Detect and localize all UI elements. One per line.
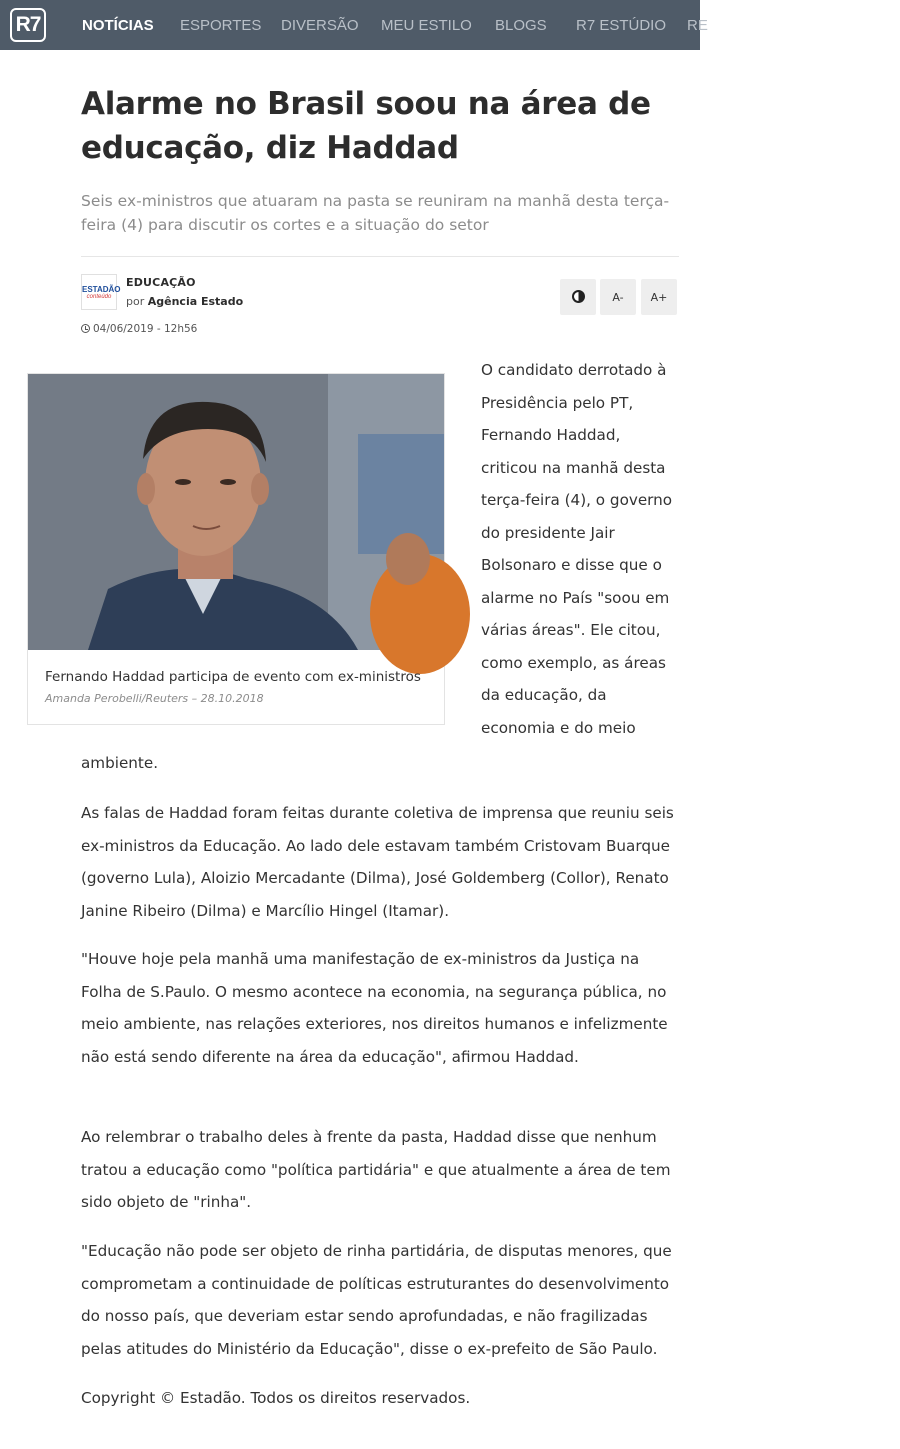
text-line: da educação, da <box>481 686 607 704</box>
text-line: como exemplo, as áreas <box>481 653 666 672</box>
nav-item-blogs[interactable]: BLOGS <box>495 17 547 34</box>
text-line: Bolsonaro e disse que o <box>481 556 662 574</box>
text-line: pelas atitudes do Ministério da Educação", disse o ex-prefeito de São Paulo. <box>81 1339 658 1358</box>
author-name: Agência Estado <box>147 295 244 308</box>
paragraph-3 <box>81 943 681 1073</box>
text-line: Presidência pelo PT, <box>481 393 634 412</box>
article-title: Alarme no Brasil soou na área de educação, diz Haddad <box>81 86 651 166</box>
clock-icon <box>81 324 90 333</box>
publish-date-text: 04/06/2019 - 12h56 <box>93 323 198 335</box>
byline <box>126 295 243 308</box>
contrast-button[interactable] <box>560 279 596 315</box>
photo-caption: Fernando Haddad participa de evento com ex-ministros <box>45 669 421 685</box>
text-line: do presidente Jair <box>481 523 615 542</box>
source-logo-text: ESTADÃO <box>82 285 121 294</box>
byline-prefix: por <box>126 295 145 308</box>
text-line: O candidato derrotado à <box>481 361 667 379</box>
text-line: Janine Ribeiro (Dilma) e Marcílio Hingel (Itamar). <box>81 901 450 920</box>
text-line: ex-ministros da Educação. Ao lado dele estavam também Cristovam Buarque <box>81 836 670 855</box>
source-logo-subtext: conteúdo <box>86 294 112 300</box>
text-line: criticou na manhã desta <box>481 458 666 477</box>
header-divider <box>81 256 679 257</box>
text-line: não está sendo diferente na área da educação", afirmou Haddad. <box>81 1047 579 1066</box>
article-photo[interactable] <box>28 374 444 650</box>
paragraph-2 <box>81 797 681 927</box>
text-line: "Houve hoje pela manhã uma manifestação de ex-ministros da Justiça na <box>81 950 640 968</box>
source-logo[interactable] <box>81 274 121 310</box>
text-line: meio ambiente, nas relações exteriores, nos direitos humanos e infelizmente <box>81 1015 668 1033</box>
text-line: Fernando Haddad, <box>481 426 621 444</box>
text-line: Ao relembrar o trabalho deles à frente da pasta, Haddad disse que nenhum <box>81 1128 657 1146</box>
photo-credit: Amanda Perobelli/Reuters – 28.10.2018 <box>45 692 264 705</box>
text-line: tratou a educação como "política partidária" e que atualmente a área de tem <box>81 1160 671 1179</box>
article-photo-figure <box>27 373 445 725</box>
nav-item-noticias[interactable]: NOTÍCIAS <box>82 17 154 34</box>
contrast-icon <box>572 290 585 303</box>
increase-font-button[interactable]: A+ <box>641 279 677 315</box>
top-nav-bar <box>0 0 708 50</box>
nav-item-esportes[interactable]: ESPORTES <box>180 17 262 34</box>
publish-date <box>81 323 197 335</box>
r7-logo[interactable]: R7 <box>10 8 46 42</box>
text-line: "Educação não pode ser objeto de rinha partidária, de disputas menores, que <box>81 1242 672 1260</box>
nav-item-diversao[interactable]: DIVERSÃO <box>281 17 359 34</box>
text-line: terça-feira (4), o governo <box>481 491 673 509</box>
paragraph-1 <box>481 354 681 744</box>
paragraph-4 <box>81 1121 681 1219</box>
text-line: sido objeto de "rinha". <box>81 1193 252 1211</box>
paragraph-1-end: ambiente. <box>81 754 159 772</box>
text-line: várias áreas". Ele citou, <box>481 621 661 639</box>
nav-item-overflow[interactable]: RE <box>687 17 708 34</box>
copyright-notice: Copyright © Estadão. Todos os direitos reservados. <box>81 1389 471 1407</box>
photo-illustration <box>28 374 444 650</box>
category-label[interactable]: EDUCAÇÃO <box>126 276 196 289</box>
text-line: (governo Lula), Aloizio Mercadante (Dilma), José Goldemberg (Collor), Renato <box>81 869 669 887</box>
text-line: As falas de Haddad foram feitas durante coletiva de imprensa que reuniu seis <box>81 804 674 822</box>
text-line: do nosso país, que deveriam estar sendo aprofundadas, e não fragilizadas <box>81 1307 648 1325</box>
decrease-font-button[interactable]: A- <box>600 279 636 315</box>
text-line: alarme no País "soou em <box>481 588 670 607</box>
paragraph-5 <box>81 1235 681 1365</box>
text-line: economia e do meio <box>481 718 636 737</box>
nav-item-r7-estudio[interactable]: R7 ESTÚDIO <box>576 17 667 34</box>
text-line: Folha de S.Paulo. O mesmo acontece na economia, na segurança pública, no <box>81 982 667 1001</box>
article-subtitle: Seis ex-ministros que atuaram na pasta se reuniram na manhã desta terça-feira (4) para discutir os cortes e a situação do setor <box>81 192 670 234</box>
nav-menu <box>0 0 900 50</box>
nav-item-meu-estilo[interactable]: MEU ESTILO <box>381 17 472 34</box>
text-line: comprometam a continuidade de políticas estruturantes do desenvolvimento <box>81 1274 670 1293</box>
